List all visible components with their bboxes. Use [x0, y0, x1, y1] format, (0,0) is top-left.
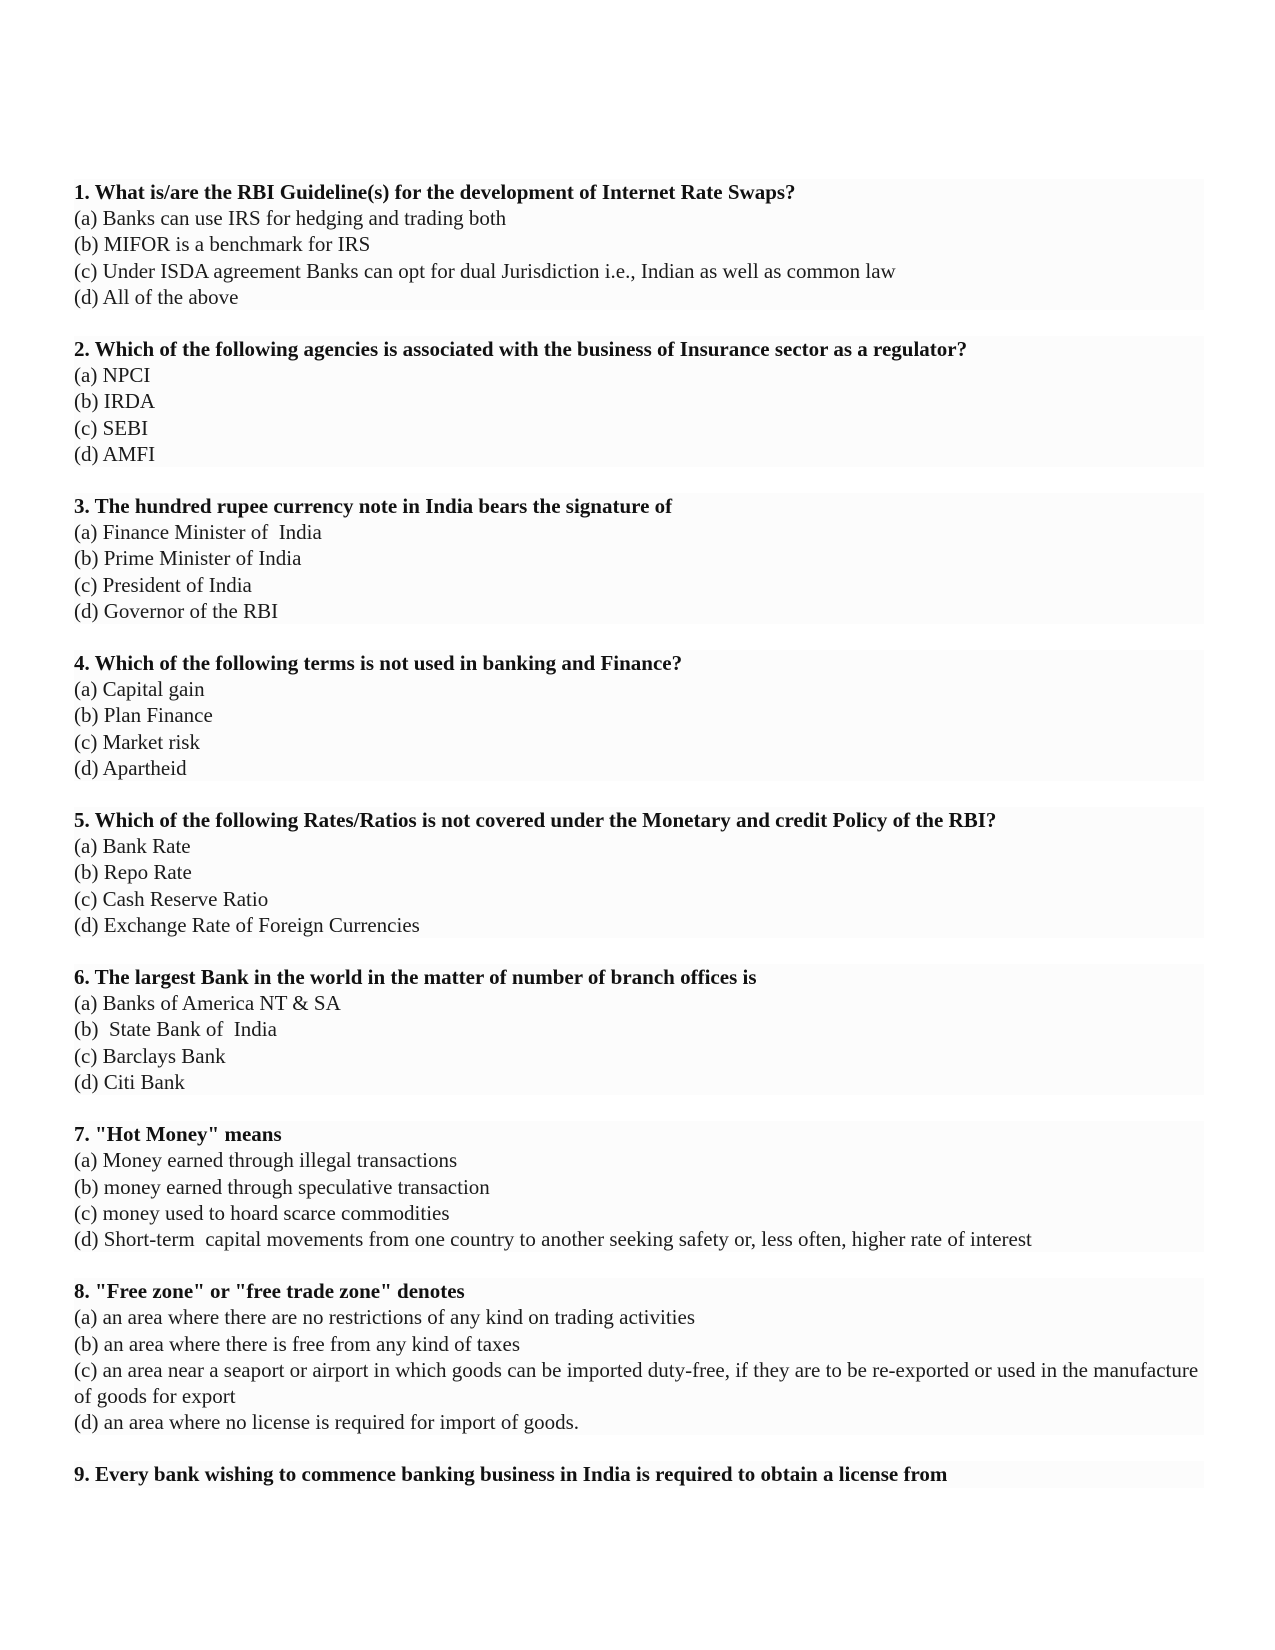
answer-option: [74, 231, 1204, 257]
option-label: (c): [74, 1357, 98, 1382]
question-block: [74, 650, 1204, 781]
option-label: (a): [74, 991, 98, 1016]
question-stem: Which of the following Rates/Ratios is not covered under the Monetary and credit Policy of the RBI?: [94, 808, 997, 833]
answer-option: [74, 388, 1204, 414]
question-block: [74, 493, 1204, 624]
option-label: (d): [74, 1069, 99, 1094]
option-label: (a): [74, 677, 98, 702]
answer-option: [74, 284, 1204, 310]
answer-option: [74, 362, 1204, 388]
option-text: an area where there is free from any kind of taxes: [103, 1331, 521, 1356]
option-text: Apartheid: [102, 755, 187, 780]
option-label: (d): [74, 755, 99, 780]
question-text: [74, 1461, 1204, 1487]
option-label: (d): [74, 1410, 99, 1435]
option-text: Prime Minister of India: [103, 546, 302, 571]
option-label: (d): [74, 912, 99, 937]
question-text: [74, 336, 1204, 362]
question-stem: The largest Bank in the world in the matter of number of branch offices is: [94, 965, 757, 990]
question-stem: Which of the following terms is not used in banking and Finance?: [94, 651, 683, 676]
option-label: (a): [74, 1148, 98, 1173]
option-label: (b): [74, 860, 99, 885]
option-label: (b): [74, 703, 99, 728]
answer-option: [74, 545, 1204, 571]
answer-option: [74, 1043, 1204, 1069]
option-list: [74, 205, 1204, 310]
question-number: 4.: [74, 651, 90, 676]
option-text: All of the above: [102, 284, 239, 309]
option-label: (c): [74, 1200, 98, 1225]
option-label: (b): [74, 232, 99, 257]
question-block: [74, 336, 1204, 467]
option-label: (b): [74, 546, 99, 571]
option-label: (d): [74, 598, 99, 623]
question-number: 5.: [74, 808, 90, 833]
option-label: (d): [74, 441, 99, 466]
answer-option: [74, 729, 1204, 755]
question-stem: "Free zone" or "free trade zone" denotes: [95, 1279, 465, 1304]
option-label: (b): [74, 1174, 99, 1199]
option-text: State Bank of India: [103, 1017, 277, 1042]
option-text: an area near a seaport or airport in which goods can be imported duty-free, if they are to be re-exported or used in the manufacture of goods for export: [74, 1357, 1204, 1408]
option-label: (a): [74, 834, 98, 859]
answer-option: [74, 1331, 1204, 1357]
answer-option: [74, 1174, 1204, 1200]
option-text: Repo Rate: [103, 860, 192, 885]
answer-option: [74, 1147, 1204, 1173]
option-label: (a): [74, 206, 98, 231]
option-label: (c): [74, 572, 98, 597]
question-number: 1.: [74, 180, 90, 204]
answer-option: [74, 598, 1204, 624]
option-text: Barclays Bank: [102, 1043, 226, 1068]
question-number: 3.: [74, 494, 90, 519]
option-label: (c): [74, 886, 98, 911]
option-label: (b): [74, 389, 99, 414]
question-list: [74, 179, 1204, 1514]
option-label: (a): [74, 520, 98, 545]
answer-option: [74, 1226, 1204, 1252]
question-number: 6.: [74, 965, 90, 990]
option-list: [74, 1304, 1204, 1435]
question-block: [74, 1461, 1204, 1487]
option-text: Plan Finance: [103, 703, 213, 728]
question-stem: What is/are the RBI Guideline(s) for the development of Internet Rate Swaps?: [94, 180, 796, 204]
answer-option: [74, 441, 1204, 467]
option-label: (b): [74, 1017, 99, 1042]
option-text: MIFOR is a benchmark for IRS: [103, 232, 371, 257]
answer-option: [74, 1409, 1204, 1435]
option-text: Governor of the RBI: [103, 598, 279, 623]
answer-option: [74, 1357, 1204, 1409]
question-block: [74, 179, 1204, 310]
question-block: [74, 964, 1204, 1095]
option-text: Exchange Rate of Foreign Currencies: [103, 912, 420, 937]
option-text: NPCI: [102, 363, 151, 388]
answer-option: [74, 572, 1204, 598]
answer-option: [74, 1069, 1204, 1095]
option-text: an area where there are no restrictions of any kind on trading activities: [102, 1305, 695, 1330]
question-text: [74, 1278, 1204, 1304]
option-text: Market risk: [102, 729, 200, 754]
question-block: [74, 1278, 1204, 1435]
answer-option: [74, 833, 1204, 859]
answer-option: [74, 859, 1204, 885]
option-text: Bank Rate: [102, 834, 191, 859]
option-text: IRDA: [103, 389, 156, 414]
question-number: 9.: [74, 1462, 90, 1487]
question-text: [74, 650, 1204, 676]
question-number: 7.: [74, 1122, 90, 1147]
option-list: [74, 519, 1204, 624]
option-text: Cash Reserve Ratio: [102, 886, 269, 911]
answer-option: [74, 912, 1204, 938]
answer-option: [74, 1200, 1204, 1226]
option-label: (c): [74, 729, 98, 754]
question-stem: Every bank wishing to commence banking business in India is required to obtain a license from: [95, 1462, 948, 1487]
option-text: Under ISDA agreement Banks can opt for dual Jurisdiction i.e., Indian as well as common law: [102, 258, 896, 283]
option-text: an area where no license is required for import of goods.: [103, 1410, 579, 1435]
question-number: 2.: [74, 337, 90, 362]
option-label: (c): [74, 1043, 98, 1068]
option-text: money used to hoard scarce commodities: [102, 1200, 450, 1225]
option-label: (c): [74, 415, 98, 440]
question-block: [74, 1121, 1204, 1252]
option-text: Citi Bank: [103, 1069, 185, 1094]
option-text: AMFI: [102, 441, 156, 466]
answer-option: [74, 676, 1204, 702]
option-list: [74, 362, 1204, 467]
option-list: [74, 676, 1204, 781]
option-text: Capital gain: [102, 677, 205, 702]
option-text: Short-term capital movements from one country to another seeking safety or, less often, higher rate of interest: [103, 1226, 1032, 1251]
option-label: (d): [74, 1226, 99, 1251]
option-text: Finance Minister of India: [102, 520, 322, 545]
option-label: (a): [74, 1305, 98, 1330]
option-list: [74, 833, 1204, 938]
answer-option: [74, 1304, 1204, 1330]
answer-option: [74, 886, 1204, 912]
option-text: money earned through speculative transaction: [103, 1174, 490, 1199]
question-block: [74, 807, 1204, 938]
question-stem: The hundred rupee currency note in India bears the signature of: [94, 494, 673, 519]
option-label: (d): [74, 284, 99, 309]
answer-option: [74, 519, 1204, 545]
option-text: President of India: [102, 572, 252, 597]
option-text: Banks of America NT & SA: [102, 991, 341, 1016]
answer-option: [74, 415, 1204, 441]
question-stem: Which of the following agencies is associated with the business of Insurance sector as a regulator?: [94, 337, 968, 362]
question-text: [74, 1121, 1204, 1147]
option-list: [74, 990, 1204, 1095]
question-text: [74, 807, 1204, 833]
option-text: Banks can use IRS for hedging and trading both: [102, 206, 507, 231]
question-text: [74, 179, 1204, 205]
question-text: [74, 964, 1204, 990]
answer-option: [74, 755, 1204, 781]
question-stem: "Hot Money" means: [95, 1122, 282, 1147]
answer-option: [74, 1016, 1204, 1042]
option-label: (a): [74, 363, 98, 388]
answer-option: [74, 258, 1204, 284]
option-label: (b): [74, 1331, 99, 1356]
option-text: SEBI: [102, 415, 149, 440]
option-list: [74, 1147, 1204, 1252]
option-text: Money earned through illegal transactions: [102, 1148, 458, 1173]
question-number: 8.: [74, 1279, 90, 1304]
answer-option: [74, 990, 1204, 1016]
answer-option: [74, 205, 1204, 231]
answer-option: [74, 702, 1204, 728]
option-label: (c): [74, 258, 98, 283]
question-text: [74, 493, 1204, 519]
